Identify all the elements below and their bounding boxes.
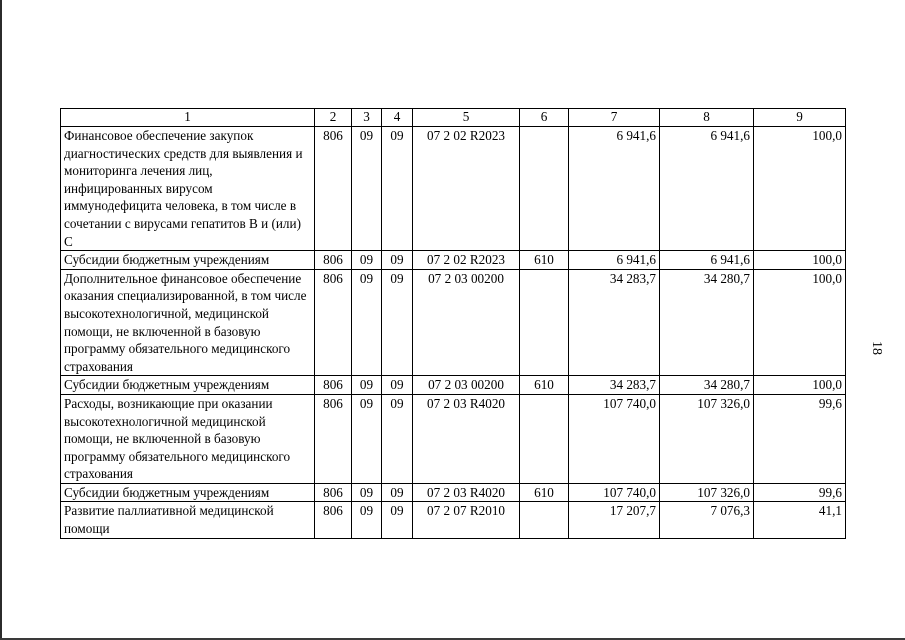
subsection-cell: 09 [382,483,413,502]
expense-type-cell: 610 [520,251,569,270]
section-cell: 09 [352,269,382,376]
header-cell: 8 [660,109,754,127]
ministry-code-cell: 806 [315,376,352,395]
execution-percent-cell: 41,1 [754,502,846,538]
subsection-cell: 09 [382,251,413,270]
target-article-cell: 07 2 07 R2010 [413,502,520,538]
executed-amount-cell: 6 941,6 [660,127,754,251]
planned-amount-cell: 17 207,7 [569,502,660,538]
expense-name-cell: Развитие паллиативной медицинской помощи [61,502,315,538]
execution-percent-cell: 99,6 [754,483,846,502]
executed-amount-cell: 107 326,0 [660,394,754,483]
header-cell: 9 [754,109,846,127]
expense-type-cell: 610 [520,483,569,502]
table-row [61,251,846,270]
section-cell: 09 [352,376,382,395]
table-row [61,394,846,483]
header-cell: 1 [61,109,315,127]
table-row [61,376,846,395]
section-cell: 09 [352,127,382,251]
ministry-code-cell: 806 [315,251,352,270]
header-cell: 4 [382,109,413,127]
execution-percent-cell: 100,0 [754,376,846,395]
section-cell: 09 [352,483,382,502]
expense-name-cell: Субсидии бюджетным учреждениям [61,376,315,395]
section-cell: 09 [352,251,382,270]
expense-type-cell [520,127,569,251]
header-cell: 7 [569,109,660,127]
subsection-cell: 09 [382,376,413,395]
ministry-code-cell: 806 [315,394,352,483]
header-cell: 6 [520,109,569,127]
header-cell: 3 [352,109,382,127]
planned-amount-cell: 6 941,6 [569,127,660,251]
expense-type-cell [520,394,569,483]
target-article-cell: 07 2 02 R2023 [413,127,520,251]
expense-name-cell: Субсидии бюджетным учреждениям [61,483,315,502]
target-article-cell: 07 2 03 R4020 [413,483,520,502]
target-article-cell: 07 2 02 R2023 [413,251,520,270]
expense-type-cell [520,502,569,538]
expense-type-cell: 610 [520,376,569,395]
expense-name-cell: Расходы, возникающие при оказании высокотехнологичной медицинской помощи, не включенной в базовую программу обязательного медицинского страхования [61,394,315,483]
executed-amount-cell: 6 941,6 [660,251,754,270]
table-row [61,483,846,502]
page-number: 18 [869,341,884,355]
execution-percent-cell: 100,0 [754,251,846,270]
budget-table [60,108,846,539]
target-article-cell: 07 2 03 00200 [413,269,520,376]
expense-name-cell: Дополнительное финансовое обеспечение оказания специализированной, в том числе высокотехнологичной, медицинской помощи, не включенной в базовую программу обязательного медицинского страхования [61,269,315,376]
subsection-cell: 09 [382,127,413,251]
table-row [61,502,846,538]
executed-amount-cell: 34 280,7 [660,269,754,376]
planned-amount-cell: 6 941,6 [569,251,660,270]
executed-amount-cell: 34 280,7 [660,376,754,395]
ministry-code-cell: 806 [315,502,352,538]
section-cell: 09 [352,502,382,538]
execution-percent-cell: 100,0 [754,269,846,376]
ministry-code-cell: 806 [315,483,352,502]
ministry-code-cell: 806 [315,127,352,251]
planned-amount-cell: 107 740,0 [569,483,660,502]
header-cell: 2 [315,109,352,127]
header-row [61,109,846,127]
header-cell: 5 [413,109,520,127]
subsection-cell: 09 [382,394,413,483]
executed-amount-cell: 107 326,0 [660,483,754,502]
table-row [61,127,846,251]
expense-name-cell: Субсидии бюджетным учреждениям [61,251,315,270]
planned-amount-cell: 34 283,7 [569,269,660,376]
subsection-cell: 09 [382,269,413,376]
section-cell: 09 [352,394,382,483]
subsection-cell: 09 [382,502,413,538]
execution-percent-cell: 100,0 [754,127,846,251]
expense-name-cell: Финансовое обеспечение закупок диагностических средств для выявления и мониторинга лечения лиц, инфицированных вирусом иммунодефицита человека, в том числе в сочетании с вирусами гепатитов В и (или) С [61,127,315,251]
expense-type-cell [520,269,569,376]
planned-amount-cell: 107 740,0 [569,394,660,483]
target-article-cell: 07 2 03 R4020 [413,394,520,483]
ministry-code-cell: 806 [315,269,352,376]
table-row [61,269,846,376]
planned-amount-cell: 34 283,7 [569,376,660,395]
target-article-cell: 07 2 03 00200 [413,376,520,395]
executed-amount-cell: 7 076,3 [660,502,754,538]
scan-edge-left [0,0,2,640]
execution-percent-cell: 99,6 [754,394,846,483]
